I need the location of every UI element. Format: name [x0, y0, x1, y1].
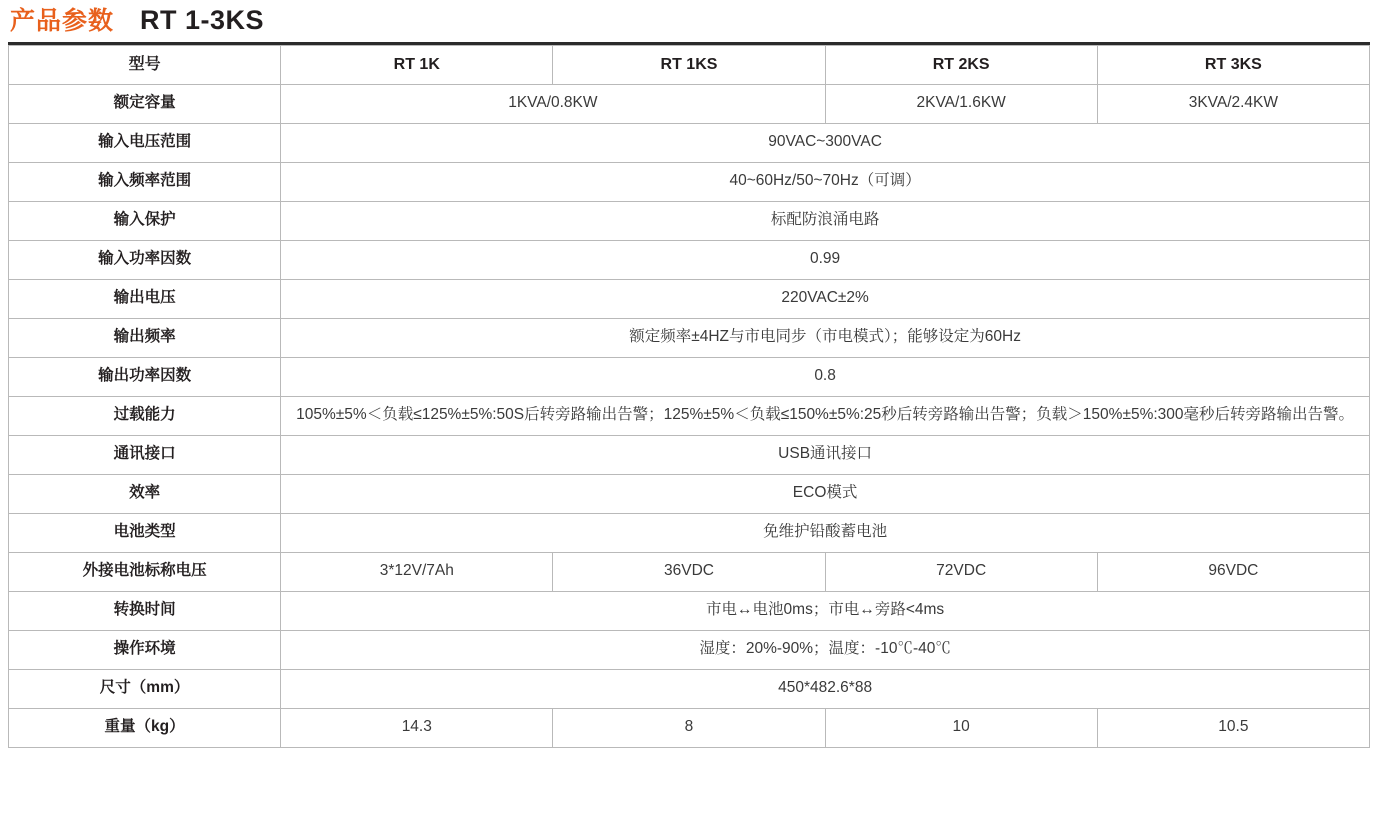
row-label: 输入保护 — [9, 201, 281, 240]
row-label: 外接电池标称电压 — [9, 552, 281, 591]
column-header-model: 型号 — [9, 45, 281, 84]
table-row — [9, 591, 1370, 630]
column-header: RT 1K — [281, 45, 553, 84]
row-label: 输入电压范围 — [9, 123, 281, 162]
row-value: ECO模式 — [281, 474, 1370, 513]
row-label: 重量（kg） — [9, 708, 281, 747]
row-value: 10.5 — [1097, 708, 1369, 747]
table-row — [9, 201, 1370, 240]
table-row — [9, 279, 1370, 318]
column-header: RT 1KS — [553, 45, 825, 84]
row-value: 0.8 — [281, 357, 1370, 396]
table-row — [9, 318, 1370, 357]
row-label: 转换时间 — [9, 591, 281, 630]
row-label: 额定容量 — [9, 84, 281, 123]
row-label: 输出频率 — [9, 318, 281, 357]
table-row — [9, 630, 1370, 669]
row-label: 操作环境 — [9, 630, 281, 669]
column-header: RT 3KS — [1097, 45, 1369, 84]
row-value: USB通讯接口 — [281, 435, 1370, 474]
table-row — [9, 435, 1370, 474]
table-row — [9, 240, 1370, 279]
row-value: 额定频率±4HZ与市电同步（市电模式）；能够设定为60Hz — [281, 318, 1370, 357]
table-row — [9, 708, 1370, 747]
row-value: 0.99 — [281, 240, 1370, 279]
row-value: 免维护铅酸蓄电池 — [281, 513, 1370, 552]
row-value: 450*482.6*88 — [281, 669, 1370, 708]
table-row — [9, 123, 1370, 162]
table-row — [9, 396, 1370, 435]
row-label: 过载能力 — [9, 396, 281, 435]
row-value: 2KVA/1.6KW — [825, 84, 1097, 123]
row-value: 市电↔电池0ms；市电↔旁路<4ms — [281, 591, 1370, 630]
row-value: 90VAC~300VAC — [281, 123, 1370, 162]
table-body — [9, 45, 1370, 747]
row-value: 220VAC±2% — [281, 279, 1370, 318]
row-value: 3*12V/7Ah — [281, 552, 553, 591]
table-row — [9, 669, 1370, 708]
row-value: 湿度：20%-90%；温度：-10℃-40℃ — [281, 630, 1370, 669]
row-value: 标配防浪涌电路 — [281, 201, 1370, 240]
row-value: 36VDC — [553, 552, 825, 591]
row-value: 105%±5%＜负载≤125%±5%:50S后转旁路输出告警；125%±5%＜负载≤150%±5%:25秒后转旁路输出告警；负载＞150%±5%:300毫秒后转旁路输出告警。 — [281, 396, 1370, 435]
row-label: 效率 — [9, 474, 281, 513]
table-row — [9, 84, 1370, 123]
row-value: 3KVA/2.4KW — [1097, 84, 1369, 123]
row-label: 输出电压 — [9, 279, 281, 318]
table-row — [9, 474, 1370, 513]
specification-table — [8, 45, 1370, 748]
row-value: 96VDC — [1097, 552, 1369, 591]
row-value: 1KVA/0.8KW — [281, 84, 825, 123]
page-title — [8, 6, 1370, 42]
row-value: 40~60Hz/50~70Hz（可调） — [281, 162, 1370, 201]
row-value: 72VDC — [825, 552, 1097, 591]
column-header: RT 2KS — [825, 45, 1097, 84]
table-row — [9, 162, 1370, 201]
page-title-en: RT 1-3KS — [140, 5, 265, 35]
table-header-row — [9, 45, 1370, 84]
table-row — [9, 513, 1370, 552]
row-label: 输入功率因数 — [9, 240, 281, 279]
row-value: 10 — [825, 708, 1097, 747]
row-label: 输出功率因数 — [9, 357, 281, 396]
table-row — [9, 552, 1370, 591]
row-label: 输入频率范围 — [9, 162, 281, 201]
table-row — [9, 357, 1370, 396]
page-title-cn: 产品参数 — [10, 7, 115, 35]
row-value: 8 — [553, 708, 825, 747]
row-label: 通讯接口 — [9, 435, 281, 474]
row-value: 14.3 — [281, 708, 553, 747]
row-label: 电池类型 — [9, 513, 281, 552]
row-label: 尺寸（mm） — [9, 669, 281, 708]
